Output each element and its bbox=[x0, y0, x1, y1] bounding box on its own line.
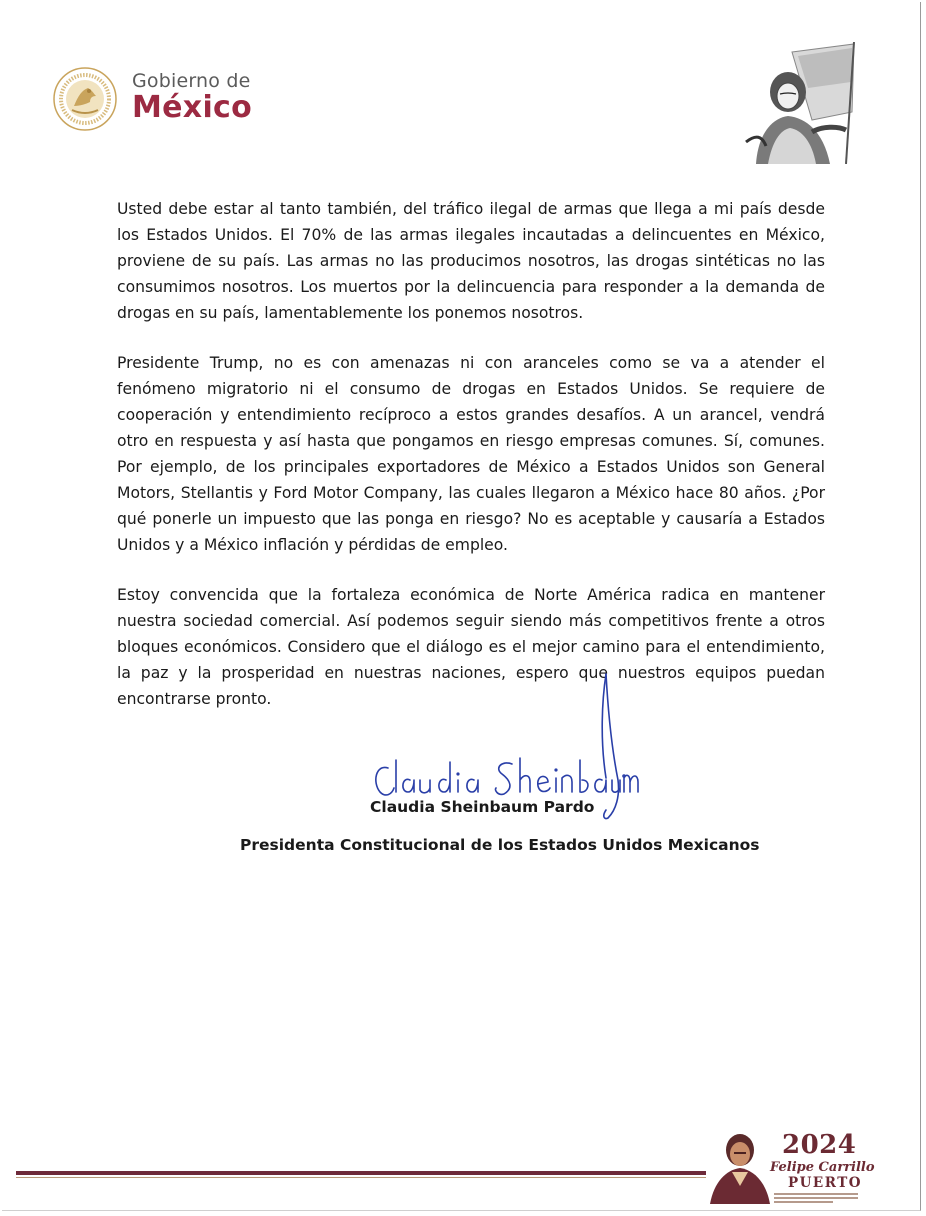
national-seal-icon bbox=[52, 66, 118, 132]
footer-surname: PUERTO bbox=[788, 1175, 863, 1191]
logo-line1: Gobierno de bbox=[132, 70, 251, 92]
footer-year: 2024 bbox=[782, 1130, 857, 1160]
letter-page bbox=[2, 2, 921, 1211]
gobierno-mexico-logo bbox=[52, 60, 312, 140]
signer-name: Claudia Sheinbaum Pardo bbox=[370, 798, 595, 816]
paragraph-3: Estoy convencida que la fortaleza económica de Norte América radica en mantener nuestra sociedad comercial. Así podemos seguir siendo más competitivos frente a otros bloques económicos. Considero que el diálogo es el mejor camino para el entendimiento, la paz y la prosperidad en nuestras naciones, espero que nuestros equipos puedan encontrarse pronto. bbox=[117, 586, 825, 708]
footer-rule-thin bbox=[16, 1177, 706, 1178]
heroine-flag-illustration-icon bbox=[742, 42, 860, 164]
logo-line2: México bbox=[132, 90, 253, 125]
footer-2024-logo bbox=[708, 1128, 875, 1206]
felipe-carrillo-portrait-icon bbox=[708, 1128, 770, 1204]
footer-fine-print bbox=[774, 1193, 858, 1205]
footer-name: Felipe Carrillo bbox=[770, 1160, 875, 1175]
letter-body bbox=[117, 196, 825, 736]
signer-title: Presidenta Constitucional de los Estados Unidos Mexicanos bbox=[240, 836, 760, 854]
paragraph-2: Presidente Trump, no es con amenazas ni con aranceles como se va a atender el fenómeno migratorio ni el consumo de drogas en Estados Unidos. Se requiere de cooperación y entendimiento recíproco a estos grandes desafíos. A un arancel, vendrá otro en respuesta y así hasta que pongamos en riesgo empresas comunes. Sí, comunes. Por ejemplo, de los principales exportadores de México a Estados Unidos son General Motors, Stellantis y Ford Motor Company, las cuales llegaron a México hace 80 años. ¿Por qué ponerle un impuesto que las ponga en riesgo? No es aceptable y causaría a Estados Unidos y a México inflación y pérdidas de empleo. bbox=[117, 354, 825, 554]
footer-rule bbox=[16, 1171, 706, 1175]
paragraph-1: Usted debe estar al tanto también, del tráfico ilegal de armas que llega a mi país desde los Estados Unidos. El 70% de las armas ilegales incautadas a delincuentes en México, proviene de su país. Las armas no las producimos nosotros, las drogas sintéticas no las consumimos nosotros. Los muertos por la delincuencia para responder a la demanda de drogas en su país, lamentablemente los ponemos nosotros. bbox=[117, 200, 825, 322]
